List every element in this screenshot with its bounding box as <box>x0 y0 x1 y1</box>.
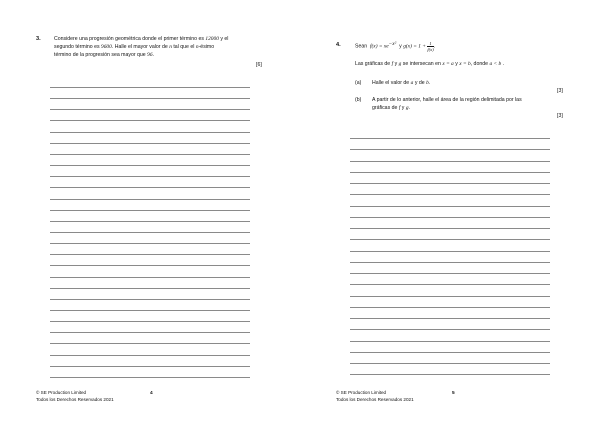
answer-line[interactable] <box>350 239 550 240</box>
answer-line[interactable] <box>350 363 550 364</box>
answer-line[interactable] <box>50 288 250 289</box>
q3-line2-end: -ésimo <box>198 43 215 50</box>
part-a-y-de: y de <box>414 80 425 86</box>
answer-line[interactable] <box>350 273 550 274</box>
answer-line[interactable] <box>50 120 250 121</box>
part-b-label: (b) <box>355 97 362 103</box>
q3-line3-start: término de la progresión sea mayor que <box>54 51 146 58</box>
q3-line3-end: . <box>152 51 154 58</box>
q4-line2-mid: se intersecan en <box>402 61 441 67</box>
answer-line[interactable] <box>50 243 250 244</box>
q4-eq-a: x = a <box>442 61 454 67</box>
answer-line[interactable] <box>50 154 250 155</box>
part-a-var-b: b <box>426 80 429 86</box>
answer-line[interactable] <box>50 165 250 166</box>
question-4-intro <box>355 38 575 53</box>
q4-inequality: a < b <box>489 61 502 67</box>
question-3-line-2 <box>54 43 274 51</box>
q4-y1: y <box>394 61 398 67</box>
q3-line2-mid: . Halle el mayor valor de <box>111 43 168 50</box>
part-a-marks: [3] <box>557 88 563 94</box>
answer-line[interactable] <box>50 332 250 333</box>
part-b-text <box>372 96 572 112</box>
footer-left <box>36 390 114 403</box>
answer-line[interactable] <box>350 352 550 353</box>
part-b-var-g: g <box>405 105 409 111</box>
answer-line[interactable] <box>50 299 250 300</box>
part-b-line-2 <box>372 104 572 112</box>
q3-value-96: 96 <box>147 51 153 58</box>
answer-line[interactable] <box>50 355 250 356</box>
answer-line[interactable] <box>350 262 550 263</box>
answer-line[interactable] <box>350 149 550 150</box>
question-4-number: 4. <box>336 42 341 48</box>
answer-line[interactable] <box>50 187 250 188</box>
q4-line2-start: Las gráficas de <box>355 61 391 67</box>
answer-line[interactable] <box>350 172 550 173</box>
answer-line[interactable] <box>50 366 250 367</box>
answer-line[interactable] <box>50 98 250 99</box>
answer-line[interactable] <box>350 307 550 308</box>
q4-eq-b: x = b <box>459 61 471 67</box>
answer-line[interactable] <box>50 109 250 110</box>
q3-value-9600: 9600 <box>101 43 112 50</box>
q4-g-fraction-denominator: f(x) <box>427 46 434 52</box>
answer-line[interactable] <box>50 210 250 211</box>
footer-right <box>336 390 414 403</box>
answer-line[interactable] <box>50 232 250 233</box>
answer-line[interactable] <box>50 143 250 144</box>
answer-line[interactable] <box>350 161 550 162</box>
part-b-line-1: A partir de lo anterior, halle el área de la región delimitada por las <box>372 97 522 103</box>
answer-line[interactable] <box>50 321 250 322</box>
answer-lines-left[interactable] <box>50 87 250 382</box>
answer-line[interactable] <box>350 284 550 285</box>
footer-right-rights: Todos los Derechos Reservados 2021 <box>336 396 414 402</box>
q3-var-n-2: n <box>195 43 199 50</box>
part-a-text-start: Halle el valor de <box>372 80 410 86</box>
q3-line2-mid2: tal que el <box>173 43 195 50</box>
part-b-marks: [3] <box>557 113 563 119</box>
answer-lines-right[interactable] <box>350 138 550 388</box>
answer-line[interactable] <box>350 374 550 375</box>
answer-line[interactable] <box>350 194 550 195</box>
page-number-left: 4 <box>150 391 153 396</box>
q4-intro-word: Sean <box>355 43 368 50</box>
q4-y2: y <box>455 61 458 67</box>
footer-left-rights: Todos los Derechos Reservados 2021 <box>36 396 114 402</box>
answer-line[interactable] <box>50 221 250 222</box>
part-a-text <box>372 79 572 87</box>
answer-line[interactable] <box>50 87 250 88</box>
answer-line[interactable] <box>50 310 250 311</box>
answer-line[interactable] <box>50 254 250 255</box>
part-a-var-a: a <box>410 80 414 86</box>
q3-line1-text: Considere una progresión geométrica donde el primer término es <box>54 35 204 42</box>
answer-line[interactable] <box>350 206 550 207</box>
q4-line2-mid2: , donde <box>470 61 488 67</box>
answer-line[interactable] <box>350 228 550 229</box>
q3-value-12000: 12000 <box>205 35 219 42</box>
question-3-number: 3. <box>36 36 41 42</box>
q4-var-g: g <box>398 61 402 67</box>
part-b-y: y <box>401 105 405 111</box>
question-3-line-1 <box>54 35 274 43</box>
page-number-right: 5 <box>452 391 455 396</box>
answer-line[interactable] <box>50 132 250 133</box>
part-b-var-f: f <box>398 105 401 111</box>
footer-right-copyright: © SE Production Limited <box>336 390 387 395</box>
answer-line[interactable] <box>350 183 550 184</box>
q3-var-n: n <box>169 43 172 50</box>
answer-line[interactable] <box>350 318 550 319</box>
right-page <box>300 0 600 424</box>
q4-intro-period: . <box>433 43 436 50</box>
q4-line2-end: . <box>502 61 505 67</box>
part-a-end: . <box>428 80 431 86</box>
part-b-line2-start: gráficas de <box>372 105 398 111</box>
question-4-line-2 <box>355 60 585 68</box>
answer-line[interactable] <box>50 277 250 278</box>
answer-line[interactable] <box>350 296 550 297</box>
part-b-end: . <box>408 105 410 111</box>
question-3-text <box>54 35 274 59</box>
answer-line[interactable] <box>350 251 550 252</box>
q4-var-f: f <box>391 61 394 67</box>
answer-line[interactable] <box>350 138 550 139</box>
question-3-marks: [6] <box>256 62 262 68</box>
question-3-line-3 <box>54 51 274 59</box>
footer-left-copyright: © SE Production Limited <box>36 390 87 395</box>
q4-g-definition: g(x) = 1 + <box>403 43 426 50</box>
answer-line[interactable] <box>50 343 250 344</box>
q4-and: y <box>399 43 402 50</box>
q4-f-exponent: −x² <box>388 41 397 47</box>
answer-line[interactable] <box>50 265 250 266</box>
q3-line1-end: y el <box>220 35 229 42</box>
q4-g-fraction-numerator: 1 <box>427 41 433 47</box>
answer-line[interactable] <box>50 377 250 378</box>
answer-line[interactable] <box>350 329 550 330</box>
answer-line[interactable] <box>350 341 550 342</box>
answer-line[interactable] <box>50 176 250 177</box>
answer-line[interactable] <box>350 217 550 218</box>
part-a-label: (a) <box>355 80 362 86</box>
answer-line[interactable] <box>50 199 250 200</box>
q3-line2-start: segundo término es <box>54 43 100 50</box>
q4-f-definition: f(x) = xe <box>370 43 389 50</box>
